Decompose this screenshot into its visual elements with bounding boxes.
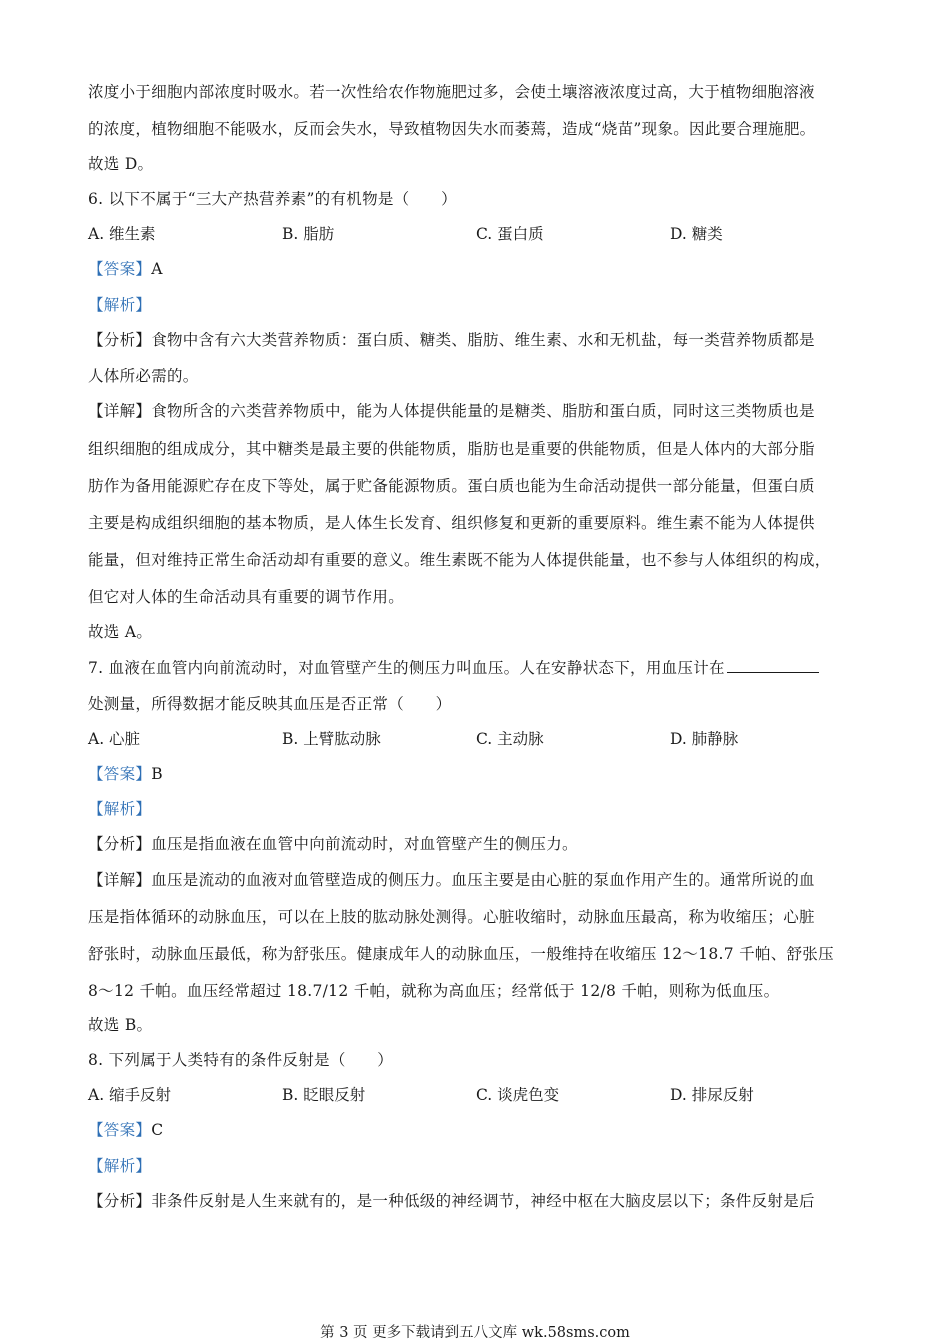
analysis-text: 非条件反射是人生来就有的，是一种低级的神经调节，神经中枢在大脑皮层以下；条件反射是后	[151, 1192, 815, 1210]
question-7-stem	[88, 658, 819, 678]
explain-line	[88, 799, 151, 819]
option-b: B. 脂肪	[282, 225, 335, 243]
detail-tag: 【详解】	[88, 871, 152, 889]
answer-value: C	[151, 1121, 164, 1139]
option-a: A. 维生素	[88, 225, 156, 243]
analysis-text: 血压是指血液在血管中向前流动时，对血管壁产生的侧压力。	[151, 835, 578, 853]
analysis-line: 人体所必需的。	[88, 367, 199, 385]
option-d: D. 肺静脉	[670, 730, 739, 748]
conclusion-line: 故选 D。	[88, 155, 154, 173]
conclusion-line: 故选 A。	[88, 623, 153, 641]
detail-line: 压是指体循环的动脉血压，可以在上肢的肱动脉处测得。心脏收缩时，动脉血压最高，称为收缩压；心脏	[88, 908, 815, 926]
question-7-stem-cont: 处测量，所得数据才能反映其血压是否正常（ ）	[88, 695, 452, 713]
answer-blank	[727, 658, 819, 673]
detail-line: 舒张时，动脉血压最低，称为舒张压。健康成年人的动脉血压，一般维持在收缩压 12～18.7 千帕、舒张压	[88, 945, 834, 963]
option-a: A. 心脏	[88, 730, 141, 748]
detail-line: 主要是构成组织细胞的基本物质，是人体生长发育、组织修复和更新的重要原料。维生素不能为人体提供	[88, 514, 815, 532]
detail-line: 能量，但对维持正常生命活动却有重要的意义。维生素既不能为人体提供能量，也不参与人体组织的构成，	[88, 551, 831, 569]
explain-line	[88, 295, 151, 315]
paragraph-line: 浓度小于细胞内部浓度时吸水。若一次性给农作物施肥过多，会使土壤溶液浓度过高，大于植物细胞溶液	[88, 83, 815, 101]
answer-tag: 【答案】	[88, 1121, 152, 1139]
answer-tag: 【答案】	[88, 260, 152, 278]
option-c: C. 蛋白质	[476, 225, 544, 243]
analysis-tag: 【分析】	[88, 835, 152, 853]
detail-line: 8～12 千帕。血压经常超过 18.7/12 千帕，就称为高血压；经常低于 12/8 千帕，则称为低血压。	[88, 982, 780, 1000]
paragraph-line: 的浓度，植物细胞不能吸水，反而会失水，导致植物因失水而萎蔫，造成“烧苗”现象。因此要合理施肥。	[88, 120, 816, 138]
option-d: D. 排尿反射	[670, 1086, 754, 1104]
answer-tag: 【答案】	[88, 765, 152, 783]
detail-line: 肪作为备用能源贮存在皮下等处，属于贮备能源物质。蛋白质也能为生命活动提供一部分能量，但蛋白质	[88, 477, 815, 495]
detail-line	[88, 401, 815, 421]
detail-line	[88, 870, 815, 890]
analysis-tag: 【分析】	[88, 1192, 152, 1210]
option-c: C. 主动脉	[476, 730, 544, 748]
detail-text: 血压是流动的血液对血管壁造成的侧压力。血压主要是由心脏的泵血作用产生的。通常所说的血	[151, 871, 815, 889]
answer-line	[88, 764, 163, 784]
detail-line: 但它对人体的生命活动具有重要的调节作用。	[88, 588, 405, 606]
explain-line	[88, 1156, 151, 1176]
page-footer: 第 3 页 更多下载请到五八文库 wk.58sms.com	[320, 1325, 630, 1341]
question-6-stem: 6. 以下不属于“三大产热营养素”的有机物是（ ）	[88, 190, 457, 208]
answer-value: A	[151, 260, 163, 278]
explain-tag: 【解析】	[88, 1157, 152, 1175]
answer-line	[88, 1120, 163, 1140]
explain-tag: 【解析】	[88, 296, 152, 314]
answer-value: B	[151, 765, 163, 783]
analysis-line	[88, 834, 578, 854]
question-7-text: 7. 血液在血管内向前流动时，对血管壁产生的侧压力叫血压。人在安静状态下，用血压计在	[88, 659, 725, 677]
answer-line	[88, 259, 163, 279]
analysis-line	[88, 1191, 815, 1211]
analysis-line	[88, 330, 815, 350]
question-8-stem: 8. 下列属于人类特有的条件反射是（ ）	[88, 1051, 394, 1069]
analysis-tag: 【分析】	[88, 331, 152, 349]
detail-text: 食物所含的六类营养物质中，能为人体提供能量的是糖类、脂肪和蛋白质，同时这三类物质也是	[151, 402, 815, 420]
detail-line: 组织细胞的组成成分，其中糖类是最主要的供能物质，脂肪也是重要的供能物质，但是人体内的大部分脂	[88, 440, 815, 458]
option-d: D. 糖类	[670, 225, 723, 243]
explain-tag: 【解析】	[88, 800, 152, 818]
detail-tag: 【详解】	[88, 402, 152, 420]
analysis-text: 食物中含有六大类营养物质：蛋白质、糖类、脂肪、维生素、水和无机盐，每一类营养物质都是	[151, 331, 815, 349]
option-b: B. 眨眼反射	[282, 1086, 366, 1104]
conclusion-line: 故选 B。	[88, 1016, 153, 1034]
option-c: C. 谈虎色变	[476, 1086, 560, 1104]
option-a: A. 缩手反射	[88, 1086, 172, 1104]
option-b: B. 上臂肱动脉	[282, 730, 381, 748]
